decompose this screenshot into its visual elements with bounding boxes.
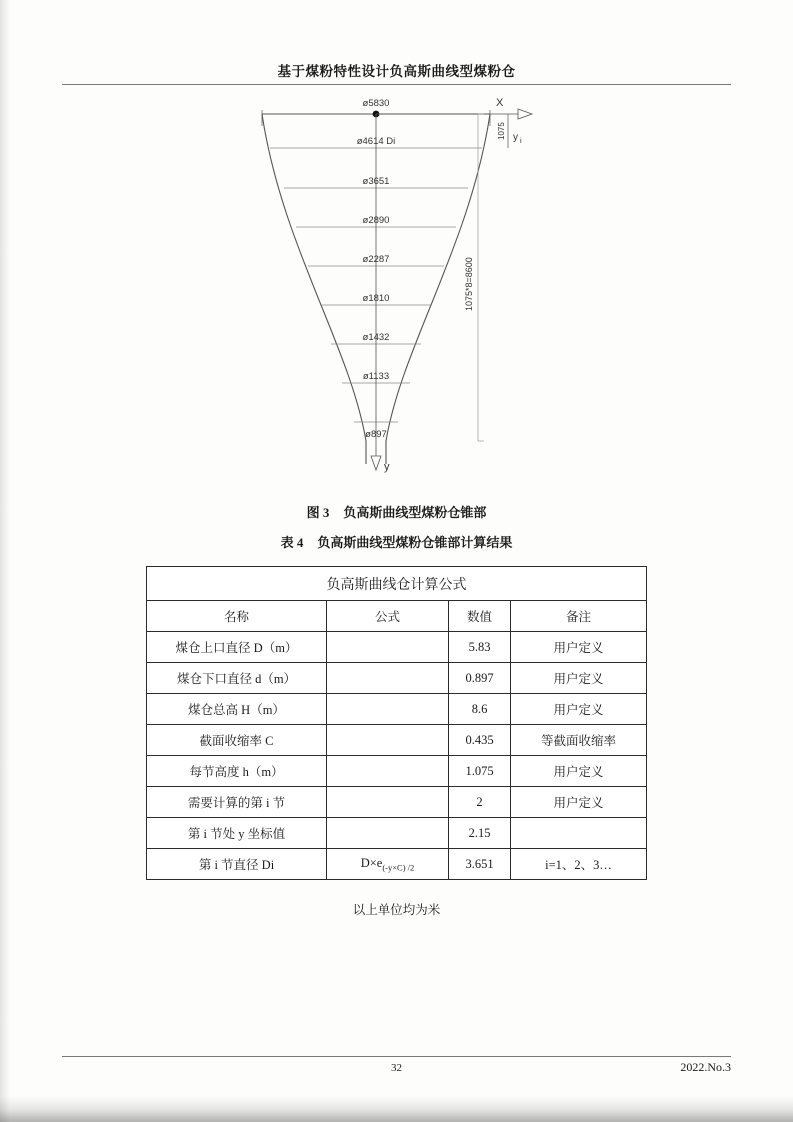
row-value: 5.83 — [449, 632, 511, 663]
hopper-left-profile — [262, 114, 366, 464]
row-name: 煤仓上口直径 D（m） — [147, 632, 327, 663]
row-formula — [327, 818, 449, 849]
diameter-label-6: ø1810 — [362, 293, 390, 304]
step-height-label: 1075 — [497, 122, 506, 140]
row-formula — [327, 632, 449, 663]
row-name: 需要计算的第 i 节 — [147, 787, 327, 818]
table-row — [147, 663, 647, 694]
row-name: 每节高度 h（m） — [147, 756, 327, 787]
row-note: i=1、2、3… — [511, 849, 647, 880]
row-formula-base: D×e — [360, 855, 383, 870]
y-axis-label: y — [384, 461, 390, 473]
row-note: 用户定义 — [511, 787, 647, 818]
row-formula-exponent: (-y×C) /2 — [382, 862, 415, 873]
unit-note: 以上单位均为米 — [352, 903, 441, 917]
diameter-label-8: ø1133 — [362, 371, 390, 382]
figure-caption-text: 负高斯曲线型煤粉仓锥部 — [343, 505, 487, 520]
hopper-svg — [232, 96, 572, 486]
footer-divider — [62, 1056, 731, 1057]
row-note: 用户定义 — [511, 756, 647, 787]
y-axis-arrow — [371, 456, 381, 470]
header-value: 数值 — [449, 601, 511, 632]
table-header-row — [147, 601, 647, 632]
table-title-row — [147, 567, 647, 601]
row-name: 煤仓下口直径 d（m） — [147, 663, 327, 694]
diameter-label-2: ø4614 Di — [356, 136, 396, 147]
calculation-table — [146, 566, 647, 880]
total-height-label: 1075*8=8600 — [464, 257, 474, 311]
row-name: 煤仓总高 H（m） — [147, 694, 327, 725]
row-note: 用户定义 — [511, 632, 647, 663]
table-row — [147, 694, 647, 725]
yi-label-sub: i — [520, 136, 522, 145]
row-value: 1.075 — [449, 756, 511, 787]
diameter-label-1: ø5830 — [362, 98, 390, 109]
row-formula — [327, 787, 449, 818]
table-row — [147, 787, 647, 818]
row-value: 0.435 — [449, 725, 511, 756]
figure-caption-label: 图 3 — [306, 505, 330, 520]
row-name: 第 i 节处 y 坐标值 — [147, 818, 327, 849]
table-row — [147, 818, 647, 849]
row-formula — [327, 756, 449, 787]
x-axis-label: X — [496, 97, 504, 109]
row-note: 等截面收缩率 — [511, 725, 647, 756]
row-note: 用户定义 — [511, 694, 647, 725]
header-divider — [62, 84, 731, 85]
diameter-label-9: ø897 — [365, 429, 387, 440]
table-caption-label: 表 4 — [280, 535, 304, 550]
footer-page-number: 32 — [391, 1062, 402, 1074]
table-row — [147, 849, 647, 880]
diameter-label-4: ø2890 — [362, 215, 390, 226]
row-value: 2.15 — [449, 818, 511, 849]
diameter-label-3: ø3651 — [362, 176, 390, 187]
hopper-right-profile — [386, 114, 490, 464]
table-title-cell: 负高斯曲线仓计算公式 — [147, 567, 647, 601]
row-value: 0.897 — [449, 663, 511, 694]
diameter-label-7: ø1432 — [362, 332, 390, 343]
row-note — [511, 818, 647, 849]
header-formula: 公式 — [327, 601, 449, 632]
footer-issue: 2022.No.3 — [680, 1060, 731, 1074]
table-row — [147, 725, 647, 756]
row-formula — [327, 694, 449, 725]
table-caption — [0, 532, 793, 551]
row-formula-di — [327, 849, 449, 880]
row-formula — [327, 663, 449, 694]
row-name: 截面收缩率 C — [147, 725, 327, 756]
row-note: 用户定义 — [511, 663, 647, 694]
figure-hopper-diagram — [232, 96, 572, 486]
table-row — [147, 756, 647, 787]
x-axis-arrow — [518, 109, 532, 119]
row-value: 2 — [449, 787, 511, 818]
row-name: 第 i 节直径 Di — [147, 849, 327, 880]
table-row — [147, 632, 647, 663]
page-header-title: 基于煤粉特性设计负高斯曲线型煤粉仓 — [277, 64, 516, 79]
calculation-table-wrap — [146, 566, 646, 880]
page-bottom-shading — [0, 1096, 793, 1122]
table-caption-text: 负高斯曲线型煤粉仓锥部计算结果 — [317, 535, 513, 550]
row-value: 3.651 — [449, 849, 511, 880]
yi-label: y — [513, 132, 518, 143]
header-name: 名称 — [147, 601, 327, 632]
page-left-shading — [0, 0, 10, 1122]
header-note: 备注 — [511, 601, 647, 632]
row-formula — [327, 725, 449, 756]
row-value: 8.6 — [449, 694, 511, 725]
diameter-label-5: ø2287 — [362, 254, 390, 265]
figure-caption — [0, 502, 793, 521]
